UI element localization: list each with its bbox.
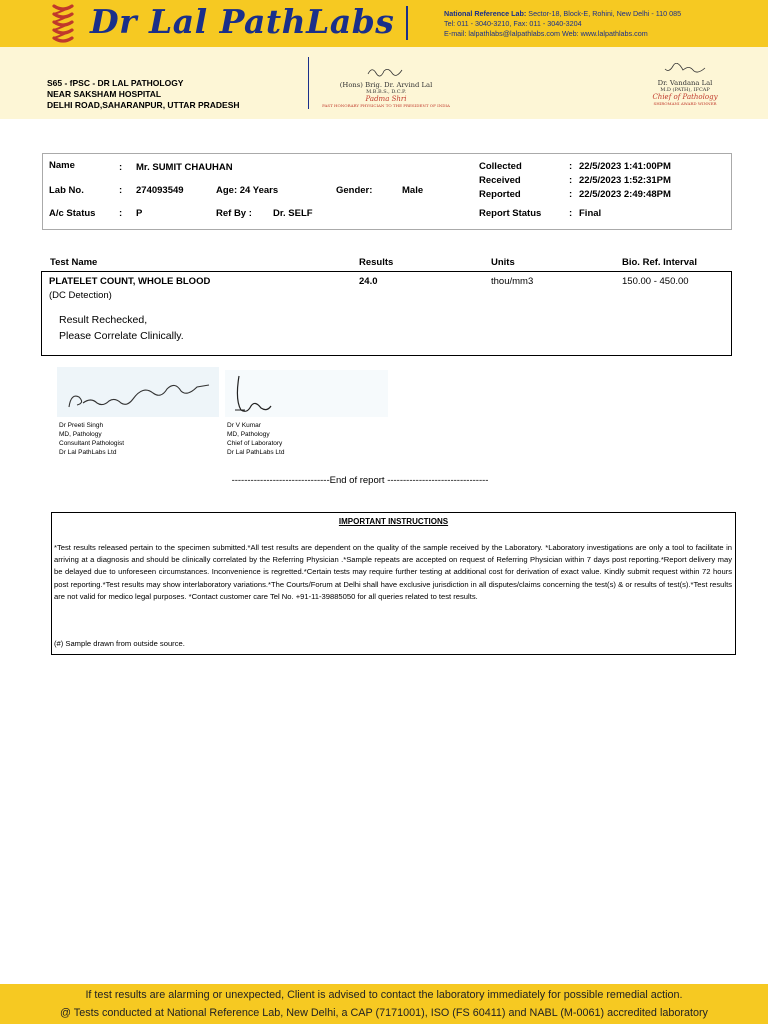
- ref-lab-address: Sector-18, Block-E, Rohini, New Delhi - 110 085: [528, 9, 682, 18]
- report-status-colon: :: [569, 208, 573, 219]
- ref-lab-tel: Tel: 011 - 3040-3210, Fax: 011 - 3040-3204: [444, 19, 582, 28]
- doctor-v-kumar: [227, 421, 284, 457]
- reference-lab-info: [444, 9, 681, 39]
- lab-no-label: Lab No.: [49, 185, 84, 196]
- received-value: 22/5/2023 1:52:31PM: [579, 175, 671, 186]
- end-of-report: -------------------------------End of report --------------------------------: [231, 475, 489, 486]
- name-colon: :: [119, 162, 123, 173]
- signature-icon: [366, 65, 406, 77]
- remark-line-2: Please Correlate Clinically.: [59, 330, 184, 342]
- collected-label: Collected: [479, 161, 522, 172]
- center-line-3: DELHI ROAD,SAHARANPUR, UTTAR PRADESH: [47, 100, 240, 110]
- doctor-org: Dr Lal PathLabs Ltd: [227, 449, 285, 456]
- reported-label: Reported: [479, 189, 521, 200]
- collection-center-address: [47, 78, 240, 111]
- footer-accreditation: @ Tests conducted at National Reference Lab, New Delhi, a CAP (7171001), ISO (FS 60411) and NABL (M-0061) accredited laboratory: [60, 1007, 708, 1019]
- signatory-name: Dr. Vandana Lal: [657, 79, 713, 87]
- signatory-title: Padma Shri: [365, 95, 407, 103]
- patient-name: Mr. SUMIT CHAUHAN: [136, 162, 233, 173]
- ac-status-value: P: [136, 208, 143, 219]
- col-results: Results: [359, 257, 394, 268]
- collected-colon: :: [569, 161, 573, 172]
- signatory-note: SHIROMANI AWARD WINNER: [653, 101, 717, 106]
- header-divider: [406, 6, 408, 40]
- result-unit: thou/mm3: [491, 276, 534, 287]
- ac-status-label: A/c Status: [49, 208, 96, 219]
- instructions-title: IMPORTANT INSTRUCTIONS: [338, 517, 449, 526]
- subheader-divider: [308, 57, 309, 109]
- signatory-degree: M.D (PATH), IFCAP: [660, 87, 710, 93]
- reported-colon: :: [569, 189, 573, 200]
- dna-logo-icon: [50, 3, 76, 45]
- instructions-box: [51, 512, 736, 655]
- col-test-name: Test Name: [50, 257, 98, 268]
- reference-range: 150.00 - 450.00: [622, 276, 689, 287]
- test-name: PLATELET COUNT, WHOLE BLOOD: [49, 276, 211, 287]
- brand-logo-text: Dr Lal PathLabs: [90, 2, 395, 41]
- doctor-preeti-singh: [59, 421, 124, 457]
- col-units: Units: [491, 257, 515, 268]
- reported-value: 22/5/2023 2:49:48PM: [579, 189, 671, 200]
- col-interval: Bio. Ref. Interval: [622, 257, 697, 268]
- doctor-name: Dr V Kumar: [227, 422, 261, 429]
- lab-no-colon: :: [119, 185, 123, 196]
- remark-line-1: Result Rechecked,: [59, 314, 148, 326]
- center-line-2: NEAR SAKSHAM HOSPITAL: [47, 89, 162, 99]
- instructions-body: *Test results released pertain to the specimen submitted.*All test results are dependent on the quality of the sample received by the Laboratory. *Laboratory investigations are only a tool to facilitate in arriving at a diagnosis and should be clinically correlated by the Referring Physician .*Sample repeats are accepted on request of Referring Physician within 7 days post reporting.*Report delivery may be delayed due to unforeseen circumstances. Inconvenience is regretted.*Certain tests may require further testing at additional cost for derivation of exact value. Kindly submit request within 72 hours post reporting.*Test results may show interlaboratory variations.*The Courts/Forum at Delhi shall have exclusive jurisdiction in all disputes/claims concerning the test(s) & or results of test(s).*Test results are not valid for medico legal purposes. *Contact customer care Tel No. +91-11-39885050 for all queries related to test results.: [54, 543, 732, 601]
- signature-vkumar-icon: [225, 370, 388, 417]
- doctor-org: Dr Lal PathLabs Ltd: [59, 449, 117, 456]
- name-label: Name: [49, 160, 75, 171]
- gender-label: Gender:: [336, 185, 373, 196]
- doctor-role: Chief of Laboratory: [227, 440, 283, 447]
- patient-age: Age: 24 Years: [216, 185, 279, 196]
- report-status-label: Report Status: [479, 208, 542, 219]
- collected-value: 22/5/2023 1:41:00PM: [579, 161, 671, 172]
- signatory-vandana-lal: [620, 60, 750, 106]
- signature-preeti-icon: [57, 367, 219, 417]
- signature-icon: [663, 63, 707, 75]
- signatory-degree: M.B.B.S., D.C.P.: [366, 89, 406, 95]
- gender-value: Male: [402, 185, 424, 196]
- ref-lab-label: National Reference Lab:: [444, 9, 527, 18]
- report-status-value: Final: [579, 208, 602, 219]
- received-label: Received: [479, 175, 521, 186]
- center-line-1: S65 - fPSC - DR LAL PATHOLOGY: [47, 78, 184, 88]
- received-colon: :: [569, 175, 573, 186]
- ref-lab-email: E-mail: lalpathlabs@lalpathlabs.com Web: www.lalpathlabs.com: [444, 29, 648, 38]
- signatory-name: (Hons) Brig. Dr. Arvind Lal: [339, 81, 433, 89]
- lab-no-value: 274093549: [136, 185, 184, 196]
- test-method: (DC Detection): [49, 290, 112, 301]
- doctor-role: Consultant Pathologist: [59, 440, 125, 447]
- doctor-qualification: MD, Pathology: [59, 431, 102, 438]
- signatory-note: PAST HONORARY PHYSICIAN TO THE PRESIDENT OF INDIA: [322, 103, 450, 108]
- ref-by-label: Ref By :: [216, 208, 252, 219]
- ref-by-value: Dr. SELF: [273, 208, 313, 219]
- doctor-name: Dr Preeti Singh: [59, 422, 104, 429]
- result-value: 24.0: [359, 276, 378, 287]
- footer-advisory: If test results are alarming or unexpected, Client is advised to contact the laboratory immediately for possible remedial action.: [85, 989, 683, 1001]
- doctor-qualification: MD, Pathology: [227, 431, 270, 438]
- ac-status-colon: :: [119, 208, 123, 219]
- signatory-title: Chief of Pathology: [652, 93, 718, 101]
- signatory-arvind-lal: [316, 62, 456, 108]
- instructions-note: (#) Sample drawn from outside source.: [54, 639, 185, 648]
